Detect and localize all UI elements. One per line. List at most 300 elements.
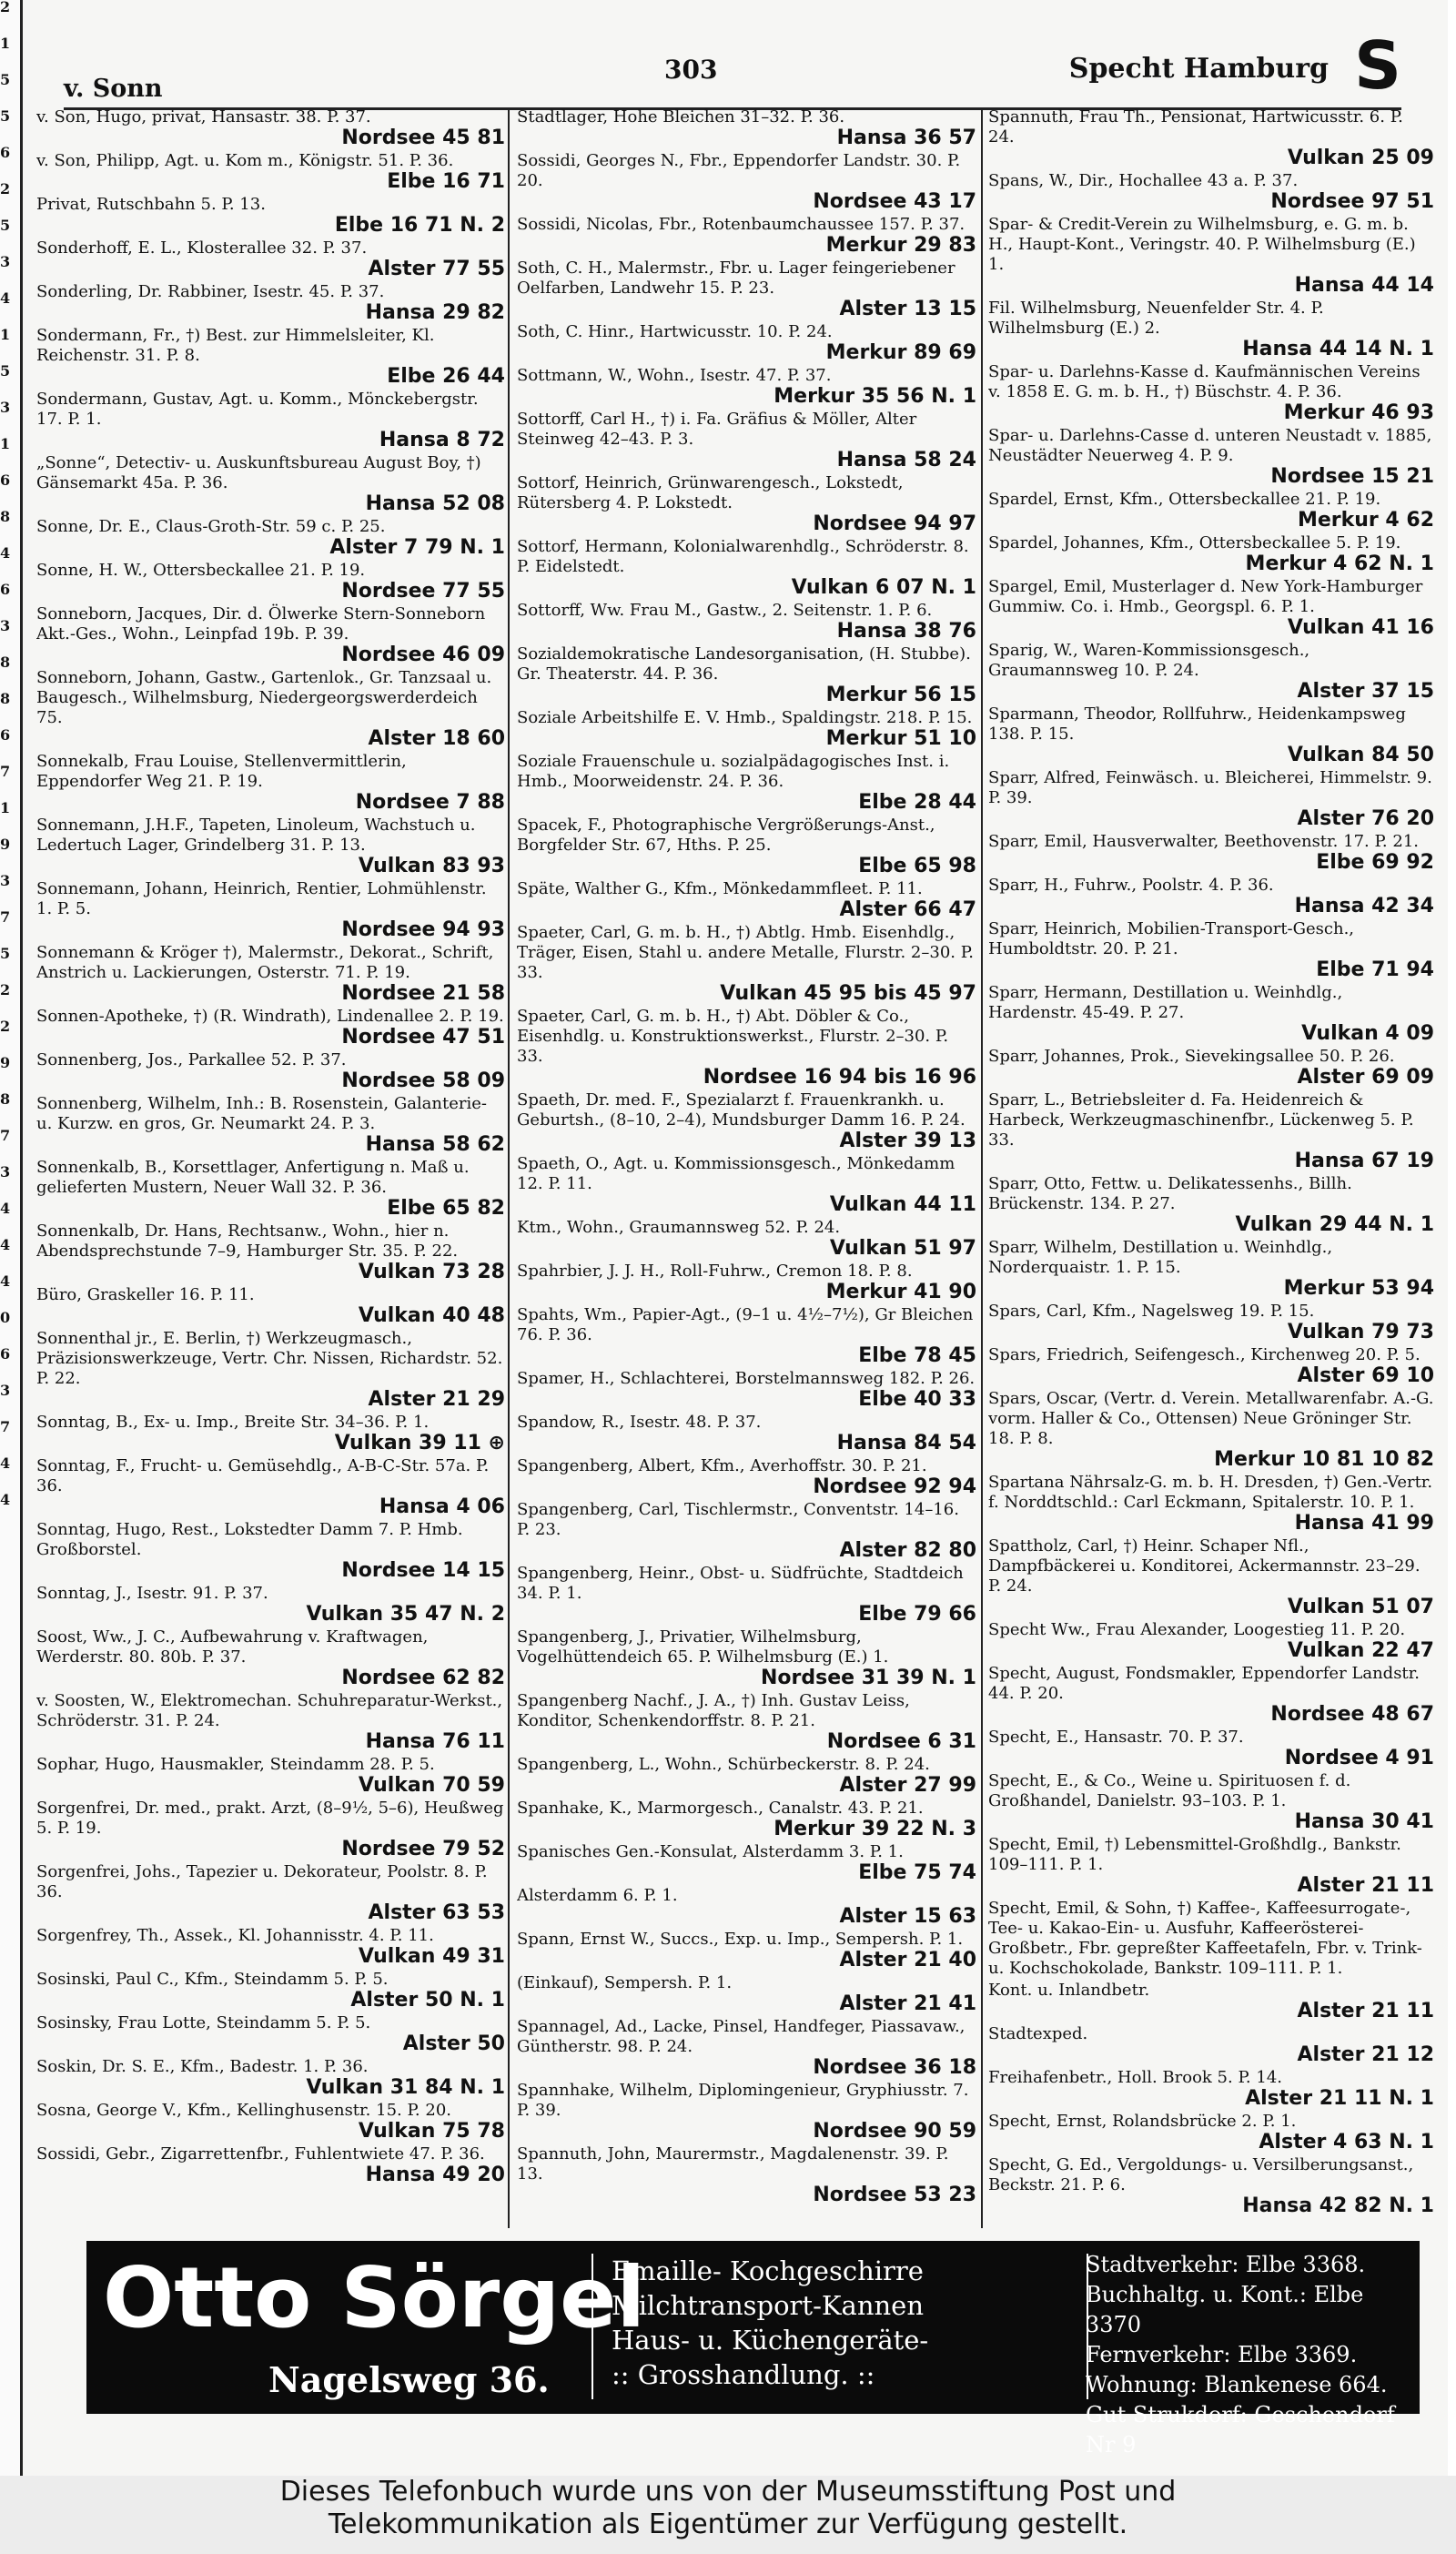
entry-phone: Alster 77 55 bbox=[368, 258, 505, 280]
entry-phone: Elbe 75 74 bbox=[858, 1861, 976, 1884]
entry-text: Spannagel, Ad., Lacke, Pinsel, Handfeger, Piassavaw., Güntherstr. 98. P. 24. bbox=[517, 2017, 966, 2056]
edge-fragment: 4 bbox=[0, 1456, 11, 1472]
advertisement-otto-soergel bbox=[86, 2241, 1420, 2458]
directory-entry bbox=[36, 2144, 505, 2186]
entry-phone: Vulkan 6 07 N. 1 bbox=[791, 576, 976, 599]
directory-entry bbox=[36, 282, 505, 324]
entry-text: Specht, E., Hansastr. 70. P. 37. bbox=[988, 1728, 1244, 1747]
entry-phone: Elbe 78 45 bbox=[858, 1344, 976, 1367]
entry-phone: Nordsee 15 21 bbox=[1270, 465, 1434, 488]
entry-phone: Merkur 46 93 bbox=[1283, 401, 1434, 424]
entry-phone: Nordsee 4 91 bbox=[1284, 1747, 1434, 1769]
entry-text: Specht, E., & Co., Weine u. Spirituosen f. d. Großhandel, Danielstr. 93–103. P. 1. bbox=[988, 1771, 1351, 1810]
entry-phone: Hansa 41 99 bbox=[1294, 1512, 1434, 1535]
footer-line-1: Dieses Telefonbuch wurde uns von der Museumsstiftung Post und bbox=[279, 2476, 1177, 2508]
directory-entry bbox=[517, 151, 976, 213]
directory-entry bbox=[517, 473, 976, 535]
directory-entry bbox=[517, 1456, 976, 1498]
directory-entry bbox=[988, 533, 1434, 575]
entry-text: Spargel, Emil, Musterlager d. New York-Hamburger Gummiw. Co. i. Hmb., Georgspl. 6. P. 1. bbox=[988, 577, 1423, 616]
directory-entry bbox=[517, 1755, 976, 1797]
entry-phone: Hansa 58 24 bbox=[836, 449, 976, 471]
directory-entry bbox=[517, 1973, 976, 2015]
directory-entry bbox=[988, 1771, 1434, 1833]
edge-fragment: 3 bbox=[0, 619, 11, 634]
directory-entry bbox=[517, 107, 976, 149]
edge-fragment: 5 bbox=[0, 73, 11, 88]
directory-entry bbox=[517, 1369, 976, 1411]
entry-phone: Nordsee 46 09 bbox=[341, 644, 505, 666]
entry-phone: Merkur 53 94 bbox=[1283, 1277, 1434, 1300]
edge-fragment: 1 bbox=[0, 36, 11, 52]
entry-phone: Alster 27 99 bbox=[839, 1774, 976, 1797]
ad-goods-line: Haus- u. Küchengeräte- bbox=[612, 2325, 929, 2356]
entry-text: Freihafenbetr., Holl. Brook 5. P. 14. bbox=[988, 2068, 1282, 2087]
entry-text: Sonne, Dr. E., Claus-Groth-Str. 59 c. P. 25. bbox=[36, 517, 386, 536]
entry-phone: Elbe 40 33 bbox=[858, 1388, 976, 1411]
entry-text: Spaeter, Carl, G. m. b. H., †) Abtlg. Hmb. Eisenhdlg., Träger, Eisen, Stahl u. andere Metalle, Flurstr. 2–30. P. 33. bbox=[517, 923, 974, 982]
entry-text: Spar- & Credit-Verein zu Wilhelmsburg, e. G. m. b. H., Haupt-Kont., Veringstr. 40. P. Wilhelmsburg (E.) 1. bbox=[988, 215, 1416, 274]
edge-fragment: 3 bbox=[0, 874, 11, 889]
directory-entry bbox=[517, 1007, 976, 1089]
entry-phone: Alster 21 29 bbox=[368, 1388, 505, 1411]
entry-text: Sparr, Wilhelm, Destillation u. Weinhdlg., Norderquaistr. 1. P. 15. bbox=[988, 1238, 1333, 1277]
directory-entry bbox=[988, 577, 1434, 639]
entry-text: Sossidi, Georges N., Fbr., Eppendorfer Landstr. 30. P. 20. bbox=[517, 151, 961, 190]
directory-entry bbox=[36, 2101, 505, 2143]
edge-fragment: 8 bbox=[0, 1092, 11, 1108]
directory-entry bbox=[988, 426, 1434, 488]
entry-phone: Alster 21 11 N. 1 bbox=[1245, 2087, 1434, 2110]
directory-entry bbox=[36, 1926, 505, 1968]
footer-line-2: Telekommunikation als Eigentümer zur Verfügung gestellt. bbox=[328, 2508, 1128, 2540]
directory-entry bbox=[517, 410, 976, 471]
entry-phone: Elbe 26 44 bbox=[387, 365, 505, 388]
directory-entry bbox=[517, 258, 976, 320]
entry-text: Sparr, Emil, Hausverwalter, Beethovenstr. 17. P. 21. bbox=[988, 832, 1419, 851]
entry-phone: Hansa 52 08 bbox=[365, 492, 505, 515]
edge-fragment: 1 bbox=[0, 328, 11, 343]
entry-text: Sonnekalb, Frau Louise, Stellenvermittlerin, Eppendorfer Weg 21. P. 19. bbox=[36, 752, 407, 791]
directory-entry bbox=[36, 1094, 505, 1156]
header-left-name: v. Sonn bbox=[64, 75, 163, 103]
directory-entry bbox=[988, 2112, 1434, 2154]
entry-text: Spangenberg, Carl, Tischlermstr., Conventstr. 14–16. P. 23. bbox=[517, 1500, 959, 1539]
entry-phone: Alster 21 40 bbox=[839, 1949, 976, 1971]
ad-phone-line: Gut Strukdorf: Geschendorf Nr 9 bbox=[1086, 2402, 1395, 2458]
entry-phone: Alster 76 20 bbox=[1297, 807, 1434, 830]
edge-fragment: 8 bbox=[0, 510, 11, 525]
entry-phone: Nordsee 48 67 bbox=[1270, 1703, 1434, 1726]
entry-text: v. Soosten, W., Elektromechan. Schuhreparatur-Werkst., Schröderstr. 31. P. 24. bbox=[36, 1691, 503, 1730]
edge-fragment: 7 bbox=[0, 910, 11, 926]
edge-fragment: 1 bbox=[0, 801, 11, 816]
directory-entry bbox=[988, 641, 1434, 703]
directory-entry bbox=[36, 1329, 505, 1411]
entry-phone: Vulkan 75 78 bbox=[358, 2120, 505, 2143]
directory-entry bbox=[517, 601, 976, 643]
entry-phone: Alster 37 15 bbox=[1297, 680, 1434, 703]
directory-entry bbox=[517, 2081, 976, 2143]
directory-entry bbox=[36, 1413, 505, 1454]
directory-entry bbox=[517, 1305, 976, 1367]
edge-fragment: 2 bbox=[0, 1019, 11, 1035]
entry-phone: Hansa 67 19 bbox=[1294, 1150, 1434, 1172]
entry-phone: Hansa 44 14 bbox=[1294, 274, 1434, 297]
entry-phone: Vulkan 31 84 N. 1 bbox=[306, 2076, 505, 2099]
entry-text: Spanisches Gen.-Konsulat, Alsterdamm 3. P. 1. bbox=[517, 1842, 904, 1861]
directory-entry bbox=[988, 1238, 1434, 1300]
entry-text: Sossidi, Nicolas, Fbr., Rotenbaumchaussee 157. P. 37. bbox=[517, 215, 966, 234]
directory-entry bbox=[36, 943, 505, 1005]
entry-phone: Hansa 8 72 bbox=[379, 429, 505, 451]
entry-phone: Hansa 36 57 bbox=[836, 127, 976, 149]
directory-entry bbox=[988, 1345, 1434, 1387]
entry-text: Sottorff, Ww. Frau M., Gastw., 2. Seitenstr. 1. P. 6. bbox=[517, 601, 933, 620]
entry-text: Spartana Nährsalz-G. m. b. H. Dresden, †) Gen.-Vertr. f. Norddtschld.: Carl Eckmann, Spitalerstr. 10. P. 1. bbox=[988, 1473, 1433, 1512]
entry-phone: Nordsee 31 39 N. 1 bbox=[760, 1667, 976, 1689]
directory-entry bbox=[988, 2155, 1434, 2217]
directory-entry bbox=[517, 644, 976, 706]
entry-phone: Alster 66 47 bbox=[839, 898, 976, 921]
entry-phone: Vulkan 44 11 bbox=[829, 1193, 976, 1216]
entry-phone: Nordsee 90 59 bbox=[813, 2120, 976, 2143]
edge-fragment: 1 bbox=[0, 437, 11, 452]
ad-phone-line: Buchhaltg. u. Kont.: Elbe 3370 bbox=[1086, 2282, 1364, 2337]
entry-text: Spaeth, O., Agt. u. Kommissionsgesch., Mönkedamm 12. P. 11. bbox=[517, 1154, 956, 1193]
directory-entry bbox=[36, 1050, 505, 1092]
entry-phone: Merkur 29 83 bbox=[825, 234, 976, 257]
entry-text: Fil. Wilhelmsburg, Neuenfelder Str. 4. P. Wilhelmsburg (E.) 2. bbox=[988, 299, 1324, 338]
directory-entry bbox=[988, 2024, 1434, 2066]
entry-text: Sosna, George V., Kfm., Kellinghusenstr. 15. P. 20. bbox=[36, 2101, 451, 2120]
entry-text: v. Son, Philipp, Agt. u. Kom m., Königstr. 51. P. 36. bbox=[36, 151, 454, 170]
directory-entry bbox=[988, 1536, 1434, 1618]
directory-entry bbox=[988, 1090, 1434, 1172]
directory-entry bbox=[36, 151, 505, 193]
entry-text: Spardel, Johannes, Kfm., Ottersbeckallee 5. P. 19. bbox=[988, 533, 1401, 552]
directory-entry bbox=[36, 1520, 505, 1582]
entry-phone: Nordsee 45 81 bbox=[341, 127, 505, 149]
entry-text: Spangenberg Nachf., J. A., †) Inh. Gustav Leiss, Konditor, Schenkendorffstr. 8. P. 21. bbox=[517, 1691, 910, 1730]
entry-text: Sonderling, Dr. Rabbiner, Isestr. 45. P. 37. bbox=[36, 282, 385, 301]
entry-text: Sonnenberg, Wilhelm, Inh.: B. Rosenstein, Galanterie- u. Kurzw. en gros, Gr. Neumarkt 24. P. 3. bbox=[36, 1094, 487, 1133]
entry-phone: Merkur 56 15 bbox=[825, 684, 976, 706]
directory-entry bbox=[517, 879, 976, 921]
directory-column-3 bbox=[988, 107, 1434, 2228]
entry-text: Sonneborn, Johann, Gastw., Gartenlok., Gr. Tanzsaal u. Baugesch., Wilhelmsburg, Niedergeorgswerderdeich 75. bbox=[36, 668, 492, 727]
page-header bbox=[64, 27, 1401, 109]
entry-phone: Merkur 35 56 N. 1 bbox=[774, 385, 976, 408]
directory-entry bbox=[988, 1174, 1434, 1236]
entry-text: Sottmann, W., Wohn., Isestr. 47. P. 37. bbox=[517, 366, 832, 385]
entry-phone: Nordsee 7 88 bbox=[355, 791, 505, 814]
directory-entry bbox=[988, 1620, 1434, 1662]
footer-credit bbox=[0, 2476, 1456, 2554]
entry-phone: Nordsee 43 17 bbox=[813, 190, 976, 213]
entry-text: Spar- u. Darlehns-Kasse d. Kaufmännischen Vereins v. 1858 E. G. m. b. H., †) Büschstr. 4. P. 36. bbox=[988, 362, 1421, 401]
edge-fragment: 6 bbox=[0, 728, 11, 744]
entry-text: Spangenberg, Heinr., Obst- u. Südfrüchte, Stadtdeich 34. P. 1. bbox=[517, 1564, 964, 1603]
edge-fragment: 2 bbox=[0, 182, 11, 198]
directory-entry bbox=[517, 1218, 976, 1260]
entry-phone: Nordsee 47 51 bbox=[341, 1026, 505, 1049]
entry-phone: Alster 69 09 bbox=[1297, 1066, 1434, 1089]
entry-phone: Alster 18 60 bbox=[368, 727, 505, 750]
entry-text: Sophar, Hugo, Hausmakler, Steindamm 28. P. 5. bbox=[36, 1755, 435, 1774]
entry-text: Sonntag, Hugo, Rest., Lokstedter Damm 7. P. Hmb. Großborstel. bbox=[36, 1520, 463, 1559]
entry-phone: Hansa 58 62 bbox=[365, 1133, 505, 1156]
entry-text: Sorgenfrei, Johs., Tapezier u. Dekorateur, Poolstr. 8. P. 36. bbox=[36, 1862, 488, 1901]
directory-entry bbox=[36, 1456, 505, 1518]
entry-phone: Vulkan 40 48 bbox=[358, 1304, 505, 1327]
entry-phone: Nordsee 92 94 bbox=[813, 1475, 976, 1498]
directory-entry bbox=[36, 238, 505, 280]
edge-fragment: 7 bbox=[0, 1129, 11, 1144]
directory-entry bbox=[988, 2068, 1434, 2110]
directory-entry bbox=[988, 1473, 1434, 1535]
entry-text: Sparr, Hermann, Destillation u. Weinhdlg., Hardenstr. 45-49. P. 27. bbox=[988, 983, 1343, 1022]
directory-entry bbox=[36, 453, 505, 515]
entry-phone: Elbe 69 92 bbox=[1316, 851, 1434, 874]
edge-fragment: 9 bbox=[0, 1056, 11, 1071]
directory-entry bbox=[988, 768, 1434, 830]
entry-text: Sonne, H. W., Ottersbeckallee 21. P. 19. bbox=[36, 561, 366, 580]
entry-text: Sparmann, Theodor, Rollfuhrw., Heidenkampsweg 138. P. 15. bbox=[988, 704, 1406, 744]
entry-text: Spar- u. Darlehns-Casse d. unteren Neustadt v. 1885, Neustädter Neuerweg 4. P. 9. bbox=[988, 426, 1432, 465]
entry-text: Alsterdamm 6. P. 1. bbox=[517, 1886, 678, 1905]
entry-text: Kont. u. Inlandbetr. bbox=[988, 1981, 1150, 2000]
entry-text: Sottorff, Carl H., †) i. Fa. Gräfius & Möller, Alter Steinweg 42–43. P. 3. bbox=[517, 410, 917, 449]
entry-text: Sonnen-Apotheke, †) (R. Windrath), Lindenallee 2. P. 19. bbox=[36, 1007, 504, 1026]
entry-text: Sosinsky, Frau Lotte, Steindamm 5. P. 5. bbox=[36, 2013, 371, 2032]
edge-fragment: 2 bbox=[0, 0, 11, 15]
entry-text: Büro, Graskeller 16. P. 11. bbox=[36, 1285, 255, 1304]
entry-text: Sosinski, Paul C., Kfm., Steindamm 5. P. 5. bbox=[36, 1970, 389, 1989]
directory-entry bbox=[988, 1835, 1434, 1897]
entry-phone: Vulkan 45 95 bis 45 97 bbox=[720, 982, 976, 1005]
entry-phone: Hansa 76 11 bbox=[365, 1730, 505, 1753]
entry-phone: Elbe 65 98 bbox=[858, 855, 976, 877]
entry-text: Spars, Carl, Kfm., Nagelsweg 19. P. 15. bbox=[988, 1302, 1315, 1321]
ad-firm-name: Otto Sörgel bbox=[103, 2249, 646, 2346]
entry-text: Specht, Emil, †) Lebensmittel-Großhdlg., Bankstr. 109–111. P. 1. bbox=[988, 1835, 1401, 1874]
edge-fragment: 3 bbox=[0, 1383, 11, 1399]
entry-phone: Vulkan 51 07 bbox=[1287, 1596, 1434, 1618]
entry-text: Specht, G. Ed., Vergoldungs- u. Versilberungsanst., Beckstr. 21. P. 6. bbox=[988, 2155, 1414, 2194]
entry-text: Sonnenkalb, B., Korsettlager, Anfertigung n. Maß u. gelieferten Mustern, Neuer Wall 32. P. 36. bbox=[36, 1158, 470, 1197]
entry-text: Ktm., Wohn., Graumannsweg 52. P. 24. bbox=[517, 1218, 841, 1237]
entry-text: Spaeth, Dr. med. F., Spezialarzt f. Frauenkrankh. u. Geburtsh., (8–10, 2–4), Mundsburger Damm 16. P. 24. bbox=[517, 1090, 966, 1130]
edge-fragment: 6 bbox=[0, 473, 11, 489]
entry-phone: Hansa 49 20 bbox=[365, 2164, 505, 2186]
entry-text: Sparig, W., Waren-Kommissionsgesch., Graumannsweg 10. P. 24. bbox=[988, 641, 1310, 680]
directory-entry bbox=[517, 1154, 976, 1216]
entry-phone: Alster 63 53 bbox=[368, 1901, 505, 1924]
entry-phone: Nordsee 21 58 bbox=[341, 982, 505, 1005]
directory-entry bbox=[517, 708, 976, 750]
entry-phone: Vulkan 49 31 bbox=[358, 1945, 505, 1968]
entry-text: Spann, Ernst W., Succs., Exp. u. Imp., Sempersh. P. 1. bbox=[517, 1930, 964, 1949]
entry-text: Sondermann, Fr., †) Best. zur Himmelsleiter, Kl. Reichenstr. 31. P. 8. bbox=[36, 326, 435, 365]
directory-entry bbox=[517, 1691, 976, 1753]
edge-fragment: 9 bbox=[0, 837, 11, 853]
directory-entry bbox=[988, 1728, 1434, 1769]
directory-entry bbox=[988, 1899, 1434, 1979]
directory-entry bbox=[36, 561, 505, 603]
entry-text: Spars, Friedrich, Seifengesch., Kirchenweg 20. P. 5. bbox=[988, 1345, 1421, 1364]
entry-phone: Merkur 4 62 bbox=[1297, 509, 1434, 532]
entry-phone: Vulkan 73 28 bbox=[358, 1261, 505, 1283]
entry-phone: Merkur 51 10 bbox=[825, 727, 976, 750]
directory-entry bbox=[517, 1090, 976, 1152]
edge-fragment: 4 bbox=[0, 291, 11, 307]
entry-text: Specht, Ernst, Rolandsbrücke 2. P. 1. bbox=[988, 2112, 1297, 2131]
ad-phone-line: Stadtverkehr: Elbe 3368. bbox=[1086, 2252, 1366, 2277]
entry-phone: Nordsee 77 55 bbox=[341, 580, 505, 603]
directory-entry bbox=[517, 322, 976, 364]
entry-phone: Nordsee 6 31 bbox=[826, 1730, 976, 1753]
directory-entry bbox=[517, 1262, 976, 1303]
entry-phone: Alster 21 11 bbox=[1297, 1874, 1434, 1897]
ad-street: Nagelsweg 36. bbox=[268, 2359, 550, 2400]
entry-text: Specht Ww., Frau Alexander, Loogestieg 11. P. 20. bbox=[988, 1620, 1406, 1639]
directory-column-2 bbox=[517, 107, 976, 2228]
entry-text: Sonderhoff, E. L., Klosterallee 32. P. 37. bbox=[36, 238, 368, 258]
entry-phone: Alster 21 11 bbox=[1297, 2000, 1434, 2022]
directory-entry bbox=[36, 1584, 505, 1626]
ad-goods-line: Emaille- Kochgeschirre bbox=[612, 2255, 924, 2286]
ad-goods-line: :: Grosshandlung. :: bbox=[612, 2359, 875, 2390]
directory-entry bbox=[517, 752, 976, 814]
entry-phone: Nordsee 14 15 bbox=[341, 1559, 505, 1582]
edge-fragment: 8 bbox=[0, 692, 11, 707]
entry-text: Soost, Ww., J. C., Aufbewahrung v. Kraftwagen, Werderstr. 80. 80b. P. 37. bbox=[36, 1627, 429, 1667]
directory-entry bbox=[517, 1627, 976, 1689]
entry-phone: Vulkan 84 50 bbox=[1287, 744, 1434, 766]
directory-entry bbox=[36, 1755, 505, 1797]
entry-text: Spars, Oscar, (Vertr. d. Verein. Metallwarenfabr. A.-G. vorm. Haller & Co., Ottensen) Neue Gröninger Str. 18. P. 8. bbox=[988, 1389, 1434, 1448]
entry-phone: Vulkan 35 47 N. 2 bbox=[306, 1603, 505, 1626]
entry-text: (Einkauf), Sempersh. P. 1. bbox=[517, 1973, 733, 1992]
directory-entry bbox=[36, 1627, 505, 1689]
entry-phone: Vulkan 39 11 ⊕ bbox=[334, 1432, 505, 1454]
entry-text: Sottorf, Hermann, Kolonialwarenhdlg., Schröderstr. 8. P. Eidelstedt. bbox=[517, 537, 969, 576]
entry-text: Sonntag, B., Ex- u. Imp., Breite Str. 34–36. P. 1. bbox=[36, 1413, 430, 1432]
directory-entry bbox=[988, 1981, 1434, 2022]
entry-text: Soziale Arbeitshilfe E. V. Hmb., Spaldingstr. 218. P. 15. bbox=[517, 708, 973, 727]
directory-entry bbox=[988, 215, 1434, 297]
entry-phone: Vulkan 29 44 N. 1 bbox=[1235, 1213, 1434, 1236]
entry-phone: Nordsee 53 23 bbox=[813, 2184, 976, 2206]
edge-fragment: 5 bbox=[0, 364, 11, 380]
entry-phone: Alster 13 15 bbox=[839, 298, 976, 320]
entry-phone: Elbe 79 66 bbox=[858, 1603, 976, 1626]
edge-fragment: 4 bbox=[0, 1493, 11, 1508]
entry-text: Spahrbier, J. J. H., Roll-Fuhrw., Cremon 18. P. 8. bbox=[517, 1262, 913, 1281]
entry-phone: Hansa 4 06 bbox=[379, 1495, 505, 1518]
directory-entry bbox=[517, 816, 976, 877]
directory-entry bbox=[36, 1862, 505, 1924]
entry-phone: Alster 21 41 bbox=[839, 1992, 976, 2015]
entry-text: Sparr, Heinrich, Mobilien-Transport-Gesch., Humboldtstr. 20. P. 21. bbox=[988, 919, 1355, 958]
entry-phone: Hansa 44 14 N. 1 bbox=[1242, 338, 1434, 360]
entry-text: Specht, August, Fondsmakler, Eppendorfer Landstr. 44. P. 20. bbox=[988, 1664, 1421, 1703]
edge-fragment: 2 bbox=[0, 983, 11, 998]
directory-entry bbox=[988, 983, 1434, 1045]
entry-phone: Nordsee 16 94 bis 16 96 bbox=[703, 1066, 976, 1089]
entry-phone: Merkur 4 62 N. 1 bbox=[1245, 552, 1434, 575]
entry-text: Sonneborn, Jacques, Dir. d. Ölwerke Stern-Sonneborn Akt.-Ges., Wohn., Leinpfad 19b. P. 39. bbox=[36, 604, 486, 644]
edge-fragment: 4 bbox=[0, 546, 11, 562]
entry-text: Spaeter, Carl, G. m. b. H., †) Abt. Döbler & Co., Eisenhdlg. u. Konstruktionswerkst., Flurstr. 2–30. P. 33. bbox=[517, 1007, 949, 1066]
edge-fragment: 5 bbox=[0, 218, 11, 234]
entry-phone: Nordsee 62 82 bbox=[341, 1667, 505, 1689]
directory-entry bbox=[36, 2013, 505, 2055]
edge-fragment: 4 bbox=[0, 1201, 11, 1217]
directory-entry bbox=[36, 1285, 505, 1327]
directory-entry bbox=[988, 299, 1434, 360]
edge-fragment: 5 bbox=[0, 947, 11, 962]
edge-fragment: 3 bbox=[0, 255, 11, 270]
entry-text: Spangenberg, Albert, Kfm., Averhoffstr. 30. P. 21. bbox=[517, 1456, 927, 1475]
entry-phone: Vulkan 70 59 bbox=[358, 1774, 505, 1797]
entry-phone: Nordsee 97 51 bbox=[1270, 190, 1434, 213]
entry-phone: Vulkan 22 47 bbox=[1287, 1639, 1434, 1662]
directory-entry bbox=[517, 923, 976, 1005]
entry-phone: Alster 7 79 N. 1 bbox=[329, 536, 505, 559]
entry-phone: Alster 82 80 bbox=[839, 1539, 976, 1562]
directory-entry bbox=[36, 1007, 505, 1049]
directory-entry bbox=[36, 1799, 505, 1860]
directory-entry bbox=[517, 1930, 976, 1971]
entry-phone: Elbe 16 71 bbox=[387, 170, 505, 193]
entry-text: Spattholz, Carl, †) Heinr. Schaper Nfl., Dampfbäckerei u. Konditorei, Ackermannstr. 23–29. P. 24. bbox=[988, 1536, 1421, 1596]
directory-entry bbox=[36, 326, 505, 388]
entry-text: Sparr, Alfred, Feinwäsch. u. Bleicherei, Himmelstr. 9. P. 39. bbox=[988, 768, 1432, 807]
directory-entry bbox=[988, 1389, 1434, 1471]
edge-fragment: 7 bbox=[0, 1420, 11, 1435]
entry-text: Sparr, Johannes, Prok., Sievekingsallee 50. P. 26. bbox=[988, 1047, 1395, 1066]
entry-text: Sparr, L., Betriebsleiter d. Fa. Heidenreich & Harbeck, Werkzeugmaschinenfbr., Lückenweg 5. P. 33. bbox=[988, 1090, 1414, 1150]
directory-entry bbox=[988, 171, 1434, 213]
entry-phone: Merkur 39 22 N. 3 bbox=[774, 1818, 976, 1840]
entry-text: v. Son, Hugo, privat, Hansastr. 38. P. 37. bbox=[36, 107, 371, 127]
entry-phone: Vulkan 83 93 bbox=[358, 855, 505, 877]
edge-fragment: 6 bbox=[0, 583, 11, 598]
directory-entry bbox=[36, 604, 505, 666]
directory-entry bbox=[36, 2057, 505, 2099]
directory-entry bbox=[36, 668, 505, 750]
entry-text: Soziale Frauenschule u. sozialpädagogisches Inst. i. Hmb., Moorweidenstr. 24. P. 36. bbox=[517, 752, 950, 791]
ad-goods-box bbox=[592, 2254, 1088, 2399]
entry-text: „Sonne“, Detectiv- u. Auskunftsbureau August Boy, †) Gänsemarkt 45a. P. 36. bbox=[36, 453, 481, 492]
edge-fragment: 3 bbox=[0, 1165, 11, 1181]
directory-entry bbox=[988, 704, 1434, 766]
entry-phone: Nordsee 94 97 bbox=[813, 512, 976, 535]
directory-entry bbox=[517, 537, 976, 599]
entry-phone: Vulkan 79 73 bbox=[1287, 1321, 1434, 1343]
entry-phone: Nordsee 79 52 bbox=[341, 1838, 505, 1860]
entry-phone: Nordsee 58 09 bbox=[341, 1069, 505, 1092]
entry-text: Soth, C. Hinr., Hartwicusstr. 10. P. 24. bbox=[517, 322, 833, 341]
directory-entry bbox=[517, 2017, 976, 2079]
entry-text: Sparr, Otto, Fettw. u. Delikatessenhs., Billh. Brückenstr. 134. P. 27. bbox=[988, 1174, 1352, 1213]
entry-text: Spangenberg, L., Wohn., Schürbeckerstr. 8. P. 24. bbox=[517, 1755, 930, 1774]
entry-phone: Merkur 41 90 bbox=[825, 1281, 976, 1303]
directory-entry bbox=[36, 1970, 505, 2012]
directory-entry bbox=[988, 490, 1434, 532]
